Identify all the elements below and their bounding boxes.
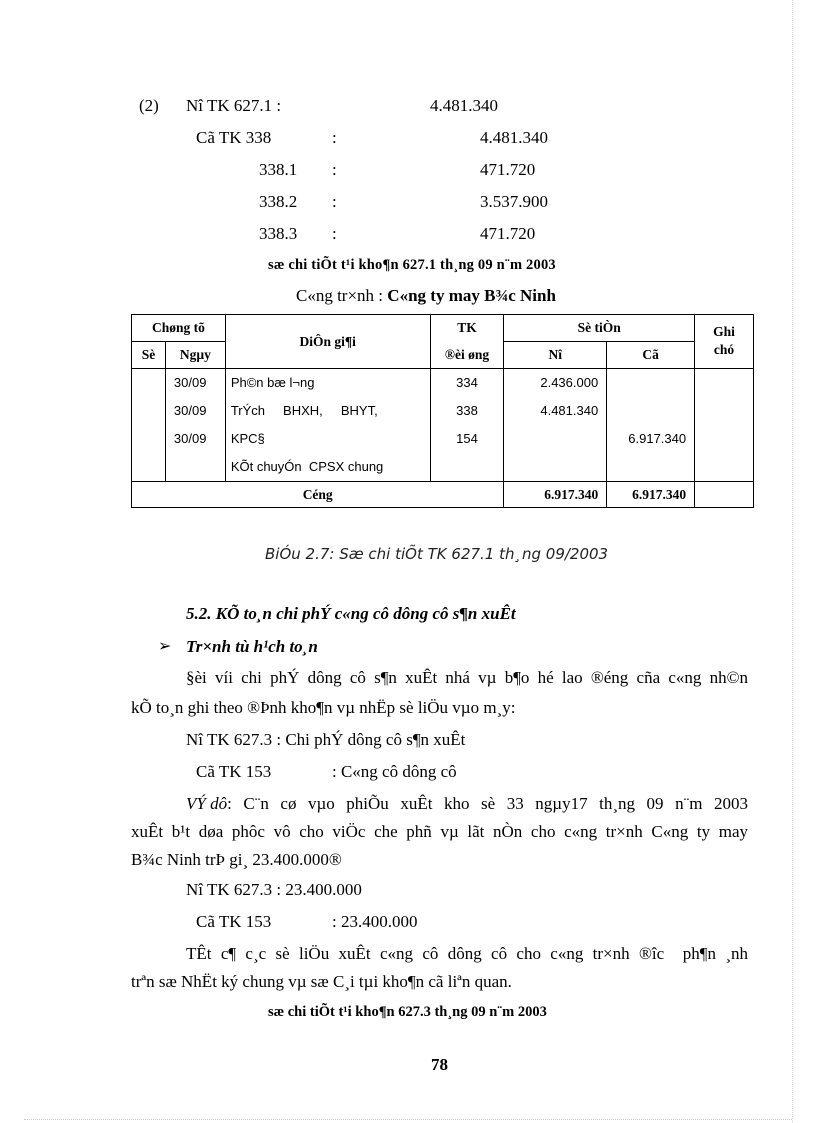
row-tk <box>431 453 504 481</box>
paragraph-2-line-1: TÊt c¶ c¸c sè liÖu xuÊt c«ng cô dông cô cho c«ng tr×nh ®îc ph¶n ¸nh <box>186 944 748 963</box>
ledger-title: sæ chi tiÕt t¹i kho¶n 627.1 th¸ng 09 n¨m 2003 <box>268 257 556 273</box>
header-credit: Cã <box>607 342 695 369</box>
section-subheading: Tr×nh tù h¹ch to¸n <box>186 637 318 656</box>
col-debit <box>504 369 607 482</box>
example-credit-amount: : 23.400.000 <box>332 912 418 931</box>
entry-debit-line: Nî TK 627.3 : Chi phÝ dông cô s¶n xuÊt <box>186 730 466 749</box>
col-tk <box>430 369 504 482</box>
header-debit: Nî <box>504 342 607 369</box>
entry-credit-account: Cã TK 153 <box>196 762 272 781</box>
paragraph-2-line-2: trªn sæ NhËt ký chung vµ sæ C¸i tµi kho¶n cã liªn quan. <box>131 972 512 991</box>
row-debit: 2.436.000 <box>540 375 599 390</box>
example-text: : C¨n cø vµo phiÕu xuÊt kho sè 33 ngµy17 th¸ng 09 n¨m 2003 <box>227 794 748 813</box>
header-voucher: Chøng tõ <box>132 315 226 342</box>
entry-credit-desc: : C«ng cô dông cô <box>332 762 457 781</box>
example-line-3: B¾c Ninh trÞ gi¸ 23.400.000® <box>131 850 342 869</box>
project-label: C«ng tr×nh : <box>296 286 388 305</box>
sub-account-code: 338.1 <box>259 160 298 179</box>
total-note <box>695 482 754 508</box>
total-label: Céng <box>132 482 504 508</box>
row-credit <box>607 397 686 425</box>
paragraph-1-line-2: kÕ to¸n ghi theo ®Þnh kho¶n vµ nhËp sè liÖu vµo m¸y: <box>131 698 516 717</box>
entry-credit-label: Cã TK 338 <box>196 128 272 147</box>
col-no <box>132 369 166 482</box>
row-credit <box>607 369 686 397</box>
row-debit <box>504 453 598 481</box>
sub-account-colon: : <box>332 192 337 211</box>
ledger2-title: sæ chi tiÕt t¹i kho¶n 627.3 th¸ng 09 n¨m 2003 <box>268 1004 547 1020</box>
section-heading: 5.2. KÕ to¸n chi phÝ c«ng cô dông cô s¶n xuÊt <box>186 604 516 623</box>
sub-account-amount: 3.537.900 <box>480 192 548 211</box>
col-note <box>695 369 754 482</box>
sub-account-code: 338.2 <box>259 192 298 211</box>
row-tk: 334 <box>456 375 478 390</box>
col-credit <box>607 369 695 482</box>
row-date: 30/09 <box>173 403 207 418</box>
ledger-table <box>131 314 754 508</box>
row-desc: Ph©n bæ l¬ng <box>230 375 315 390</box>
example-line-1 <box>186 794 748 814</box>
sub-account-amount: 471.720 <box>480 160 536 179</box>
total-debit: 6.917.340 <box>504 482 607 508</box>
example-credit-account: Cã TK 153 <box>196 912 272 931</box>
sub-account-colon: : <box>332 160 337 179</box>
row-desc: TrÝch BHXH, BHYT, <box>230 403 378 418</box>
total-credit: 6.917.340 <box>607 482 695 508</box>
header-tk-2: ®èi øng <box>430 342 504 369</box>
row-date <box>174 453 225 481</box>
row-tk: 154 <box>456 431 478 446</box>
entry-debit-label: Nî TK 627.1 : <box>186 96 282 115</box>
header-amount: Sè tiÒn <box>504 315 695 342</box>
col-description <box>225 369 430 482</box>
sub-account-code: 338.3 <box>259 224 298 243</box>
example-line-2: xuÊt b¹t døa phôc vô cho viÖc che phñ vµ lãt nÒn cho c«ng tr×nh C«ng ty may <box>131 822 748 841</box>
row-desc: KPC§ <box>230 431 265 446</box>
page-border-right <box>792 0 793 1123</box>
row-date: 30/09 <box>173 375 207 390</box>
row-credit <box>607 453 686 481</box>
row-date: 30/09 <box>173 431 207 446</box>
entry-credit-amount: 4.481.340 <box>480 128 548 147</box>
row-tk: 338 <box>456 403 478 418</box>
example-label: VÝ dô <box>186 794 228 813</box>
header-note: Ghi <box>695 315 754 342</box>
row-debit: 4.481.340 <box>540 403 599 418</box>
page-border-bottom <box>24 1119 792 1120</box>
paragraph-1-line-1: §èi víi chi phÝ dông cô s¶n xuÊt nhá vµ b¶o hé lao ®éng cña c«ng nh©n <box>186 668 748 687</box>
entry-number: (2) <box>139 96 159 115</box>
bullet-arrow-icon: ➢ <box>158 638 172 655</box>
header-date: Ngµy <box>165 342 225 369</box>
header-note-2: chó <box>695 342 754 369</box>
project-line <box>296 286 556 306</box>
header-no: Sè <box>132 342 166 369</box>
example-debit-line: Nî TK 627.3 : 23.400.000 <box>186 880 362 899</box>
table-caption: BiÓu 2.7: Sæ chi tiÕt TK 627.1 th¸ng 09/2003 <box>265 545 609 563</box>
row-desc: KÕt chuyÓn CPSX chung <box>230 459 384 474</box>
header-description: DiÔn gi¶i <box>225 315 430 369</box>
header-tk: TK <box>430 315 504 342</box>
project-name: C«ng ty may B¾c Ninh <box>387 286 556 305</box>
entry-credit-colon: : <box>332 128 337 147</box>
entry-debit-amount: 4.481.340 <box>430 96 498 115</box>
sub-account-amount: 471.720 <box>480 224 536 243</box>
col-date <box>165 369 225 482</box>
row-debit <box>504 425 598 453</box>
row-credit: 6.917.340 <box>628 431 687 446</box>
sub-account-colon: : <box>332 224 337 243</box>
page-number: 78 <box>431 1055 448 1074</box>
